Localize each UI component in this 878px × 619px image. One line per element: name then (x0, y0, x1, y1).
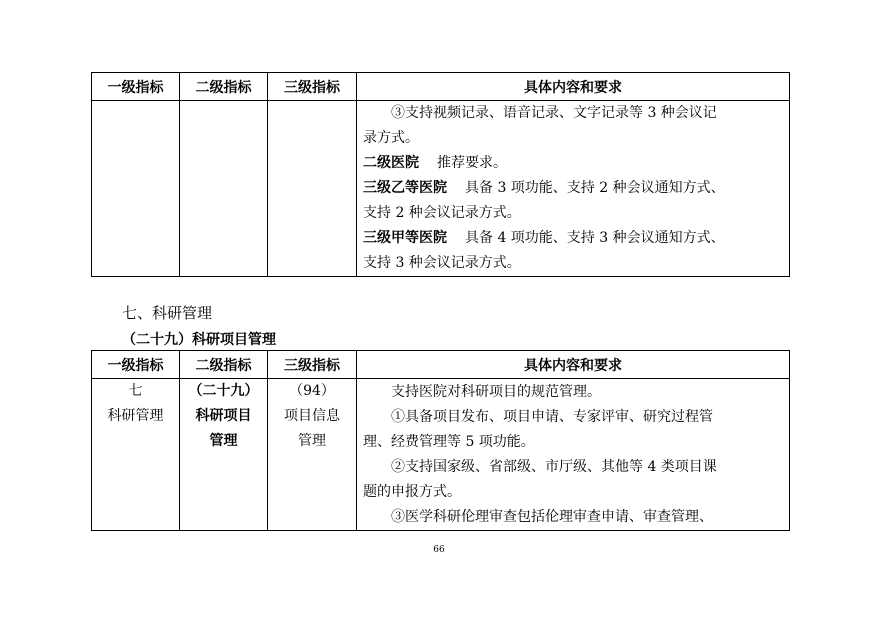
sub-section-title: （二十九）科研项目管理 (122, 332, 276, 348)
table-header-row (92, 351, 790, 379)
level2-requirement (363, 151, 783, 176)
level2-label: 二级医院 (363, 155, 419, 171)
content-line: 支持 2 种会议记录方式。 (363, 205, 521, 221)
cell-level3-empty (268, 101, 357, 277)
header-level3: 三级指标 (268, 351, 357, 379)
content-line: ①具备项目发布、项目申请、专家评审、研究过程管 (391, 409, 713, 425)
level2-text: 推荐要求。 (437, 155, 507, 171)
content-line: 支持医院对科研项目的规范管理。 (391, 384, 601, 400)
content-line: 理、经费管理等 5 项功能。 (363, 434, 535, 450)
level3-name-cont: 管理 (298, 433, 326, 449)
header-level1: 一级指标 (92, 351, 180, 379)
cell-content (357, 101, 790, 277)
requirements-table (91, 350, 790, 531)
cell-level2 (180, 379, 268, 531)
content-line: ③支持视频记录、语音记录、文字记录等 3 种会议记 (391, 105, 717, 121)
content-line: ②支持国家级、省部级、市厅级、其他等 4 类项目课 (391, 459, 717, 475)
table-header-row (92, 73, 790, 101)
header-level1: 一级指标 (92, 73, 180, 101)
page-number: 66 (433, 545, 445, 555)
level3b-requirement (363, 176, 783, 201)
cell-level1 (92, 379, 180, 531)
level3-number: （94） (289, 383, 335, 399)
header-content: 具体内容和要求 (357, 351, 790, 379)
table-row (92, 379, 790, 531)
level3a-text: 具备 4 项功能、支持 3 种会议通知方式、 (465, 230, 725, 246)
header-level3: 三级指标 (268, 73, 357, 101)
requirements-table-continued (91, 72, 790, 277)
cell-level2-empty (180, 101, 268, 277)
header-level2: 二级指标 (180, 351, 268, 379)
table-row (92, 101, 790, 277)
cell-level3 (268, 379, 357, 531)
level2-name-cont: 管理 (209, 433, 238, 449)
section-title: 七、科研管理 (122, 304, 213, 322)
level3-name: 项目信息 (284, 408, 340, 424)
level1-name: 科研管理 (107, 408, 164, 424)
header-level2: 二级指标 (180, 73, 268, 101)
level3b-text: 具备 3 项功能、支持 2 种会议通知方式、 (465, 180, 725, 196)
content-line: 支持 3 种会议记录方式。 (363, 255, 521, 271)
content-line: 题的申报方式。 (363, 484, 461, 500)
level2-name: 科研项目 (195, 408, 252, 424)
header-content: 具体内容和要求 (357, 73, 790, 101)
content-line: ③医学科研伦理审查包括伦理审查申请、审查管理、 (391, 509, 713, 525)
cell-level1-empty (92, 101, 180, 277)
level3b-label: 三级乙等医院 (363, 180, 447, 196)
level3a-label: 三级甲等医院 (363, 230, 447, 246)
level3a-requirement (363, 226, 783, 251)
level1-number: 七 (128, 383, 143, 399)
cell-content (357, 379, 790, 531)
content-line: 录方式。 (363, 130, 419, 146)
level2-number: （二十九） (188, 383, 259, 399)
